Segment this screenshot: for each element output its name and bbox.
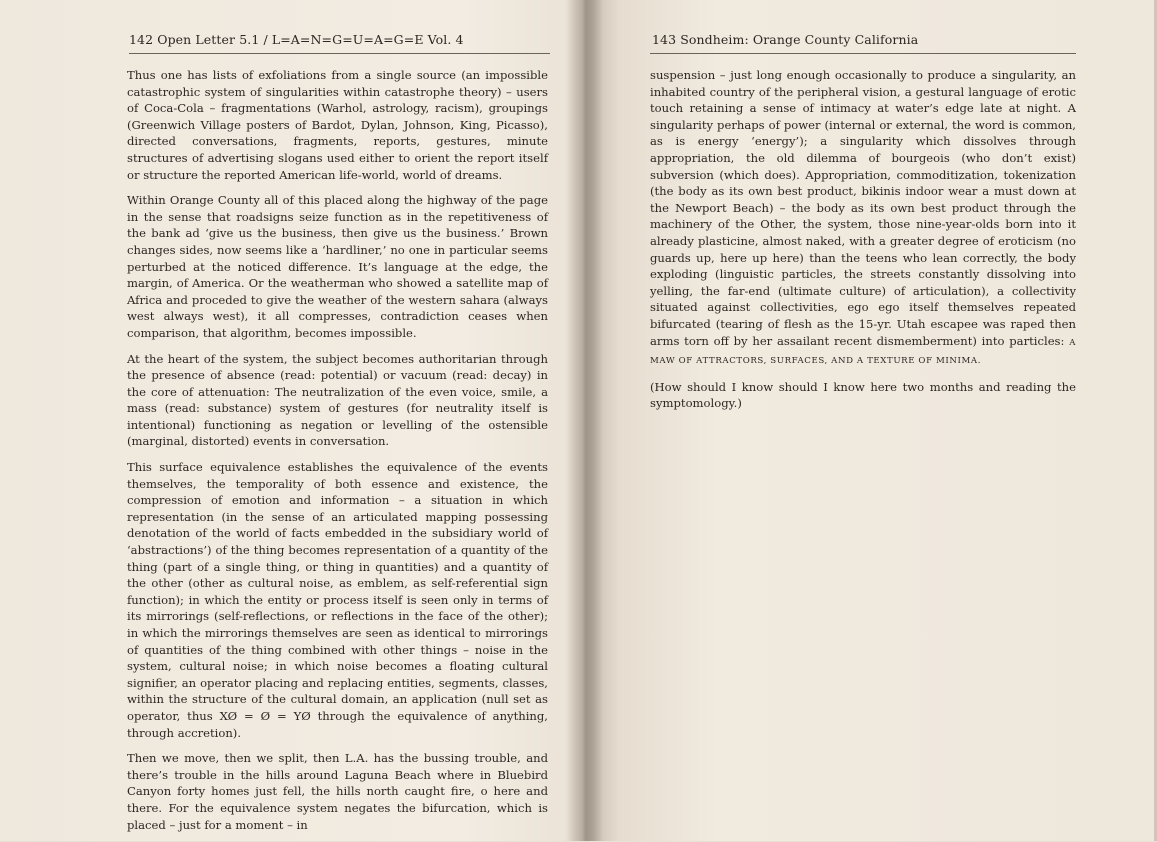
right-page bbox=[578, 0, 1157, 841]
paragraph-text: suspension – just long enough occasionally to produce a singularity, an inhabited country of the peripheral vision, a gestural language of erotic touch retaining a sense of intimacy at water’s edge late at night. A singularity perhaps of power (internal or external, the word is common, as is energy ‘energy’); a singularity which dissolves through appropriation, the old dilemma of bourgeois (who don’t exist) subversion (which does). Appropriation, commoditization, tokenization (the body as its own best product, bikinis indoor wear a must down at the Newport Beach) – the body as its own best product through the machinery of the Other, the system, those nine-year-olds born into it already plasticine, almost naked, with a greater degree of eroticism (no guards up, here up here) than the teens who lean correctly, the body exploding (linguistic particles, the streets constantly dissolving into yelling, the far-end (ultimate culture) of articulation), a collectivity situated against collectivities, ego ego itself themselves repeated bifurcated (tearing of flesh as the 15-yr. Utah escapee was raped then arms torn off by her assailant recent dismemberment) into particles: bbox=[650, 68, 1076, 348]
header-rule bbox=[650, 53, 1076, 54]
paragraph: This surface equivalence establishes the equivalence of the events themselves, the temporality of both essence and existence, the compression of emotion and information – a situation in which representation (in the sense of an articulated mapping possessing denotation of the world of facts embedded in the subsidiary world of ‘abstractions’) of the thing becomes representation of a quantity of the thing (part of a single thing, or thing in quantities) and a quantity of the other (other as cultural noise, as emblem, as self-referential sign function); in which the entity or process itself is seen only in terms of its mirrorings (self-reflections, or reflections in the face of the other); in which the mirrorings themselves are seen as identical to mirrorings of quantities of the thing combined with other things – noise in the system, cultural noise; in which noise becomes a floating cultural signifier, an operator placing and replacing entities, segments, classes, within the structure of the cultural domain, an application (null set as operator, thus XØ = Ø = YØ through the equivalence of anything, through accretion). bbox=[127, 460, 548, 740]
paragraph: At the heart of the system, the subject becomes authoritarian through the presence of absence (read: potential) or vacuum (read: decay) in the core of attenuation: The neutralization of the even voice, smile, a mass (read: substance) system of gestures (for neutrality itself is intentional) functioning as negation or levelling of the ostensible (marginal, distorted) events in conversation. bbox=[127, 351, 548, 449]
paragraph: Thus one has lists of exfoliations from a single source (an impossible catastrophic system of singularities within catastrophe theory) – users of Coca-Cola – fragmentations (Warhol, astrology, racism), groupings (Greenwich Village posters of Bardot, Dylan, Johnson, King, Picasso), directed conversations, fragments, reports, gestures, minute structures of advertising slogans used either to orient the report itself or structure the reported American life-world, world of dreams. bbox=[127, 68, 548, 182]
paragraph: Within Orange County all of this placed along the highway of the page in the sense that roadsigns seize function as in the repetitiveness of the bank ad ‘give us the business, then give us the business.’ Brown changes sides, now seems like a ‘hardliner,’ no one in particular seems perturbed at the noticed difference. It’s language at the edge, the margin, of America. Or the weatherman who showed a satellite map of Africa and proceded to give the weather of the western sahara (always west always west), it all compresses, contradiction ceases when comparison, that algorithm, becomes impossible. bbox=[127, 193, 548, 340]
paragraph: Then we move, then we split, then L.A. has the bussing trouble, and there’s trouble in the hills around Laguna Beach where in Bluebird Canyon forty homes just fell, the hills north caught fire, o here and there. For the equivalence system negates the bifurcation, which is placed – just for a moment – in bbox=[127, 751, 548, 832]
right-text-column bbox=[650, 67, 1076, 421]
left-page bbox=[0, 0, 578, 841]
paragraph bbox=[650, 67, 1076, 370]
right-running-header: 143 Sondheim: Orange County California bbox=[652, 32, 919, 47]
small-caps-phrase: A MAW OF ATTRACTORS, SURFACES, AND A TEXTURE OF MINIMA. bbox=[650, 337, 1076, 367]
header-rule bbox=[129, 53, 550, 54]
left-text-column bbox=[127, 67, 548, 842]
left-running-header: 142 Open Letter 5.1 / L=A=N=G=U=A=G=E Vol. 4 bbox=[129, 32, 464, 47]
paragraph: (How should I know should I know here two months and reading the symptomology.) bbox=[650, 379, 1076, 411]
